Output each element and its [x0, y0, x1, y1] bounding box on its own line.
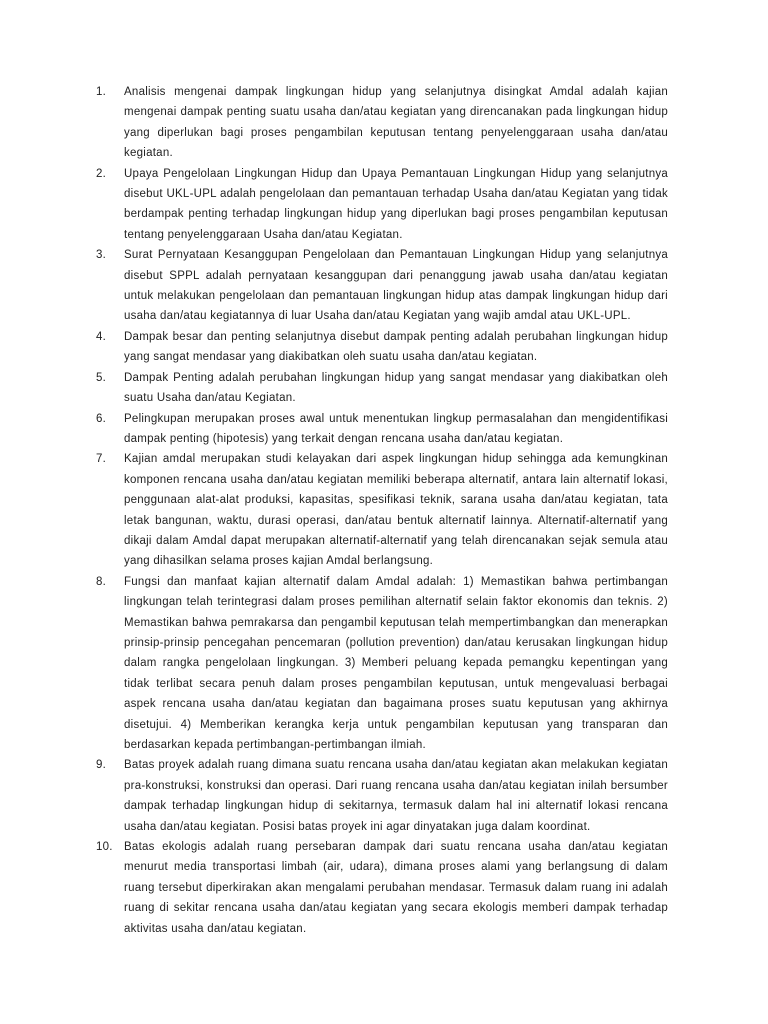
item-number: 3.	[96, 249, 107, 262]
list-item	[96, 327, 668, 368]
list-item	[96, 82, 668, 164]
item-text: Dampak besar dan penting selanjutnya disebut dampak penting adalah perubahan lingkungan hidup yang sangat mendasar yang diakibatkan oleh suatu usaha dan/atau kegiatan.	[124, 330, 668, 364]
item-number: 6.	[96, 412, 107, 425]
list-item	[96, 368, 668, 409]
item-text: Batas ekologis adalah ruang persebaran dampak dari suatu rencana usaha dan/atau kegiatan menurut media transportasi limbah (air, udara), dimana proses alami yang berlangsung di dalam ruang tersebut diperkirakan akan mengalami perubahan mendasar. Termasuk dalam ruang ini adalah ruang di sekitar rencana usaha dan/atau kegiatan yang secara ekologis memberi dampak terhadap aktivitas usaha dan/atau kegiatan.	[124, 841, 668, 935]
list-item	[96, 837, 668, 939]
document-page	[96, 82, 668, 939]
item-number: 5.	[96, 371, 107, 384]
list-item	[96, 572, 668, 756]
list-item	[96, 449, 668, 571]
item-number: 2.	[96, 167, 107, 180]
item-text: Fungsi dan manfaat kajian alternatif dalam Amdal adalah: 1) Memastikan bahwa pertimbangan lingkungan telah terintegrasi dalam proses pemilihan alternatif selain faktor ekonomis dan teknis. 2) Memastikan bahwa pemrakarsa dan pengambil keputusan telah mempertimbangkan dan menerapkan prinsip-prinsip pencegahan pencemaran (pollution prevention) dan/atau kerusakan lingkungan hidup dalam rangka pengelolaan lingkungan. 3) Memberi peluang kepada pemangku kepentingan yang tidak terlibat secara penuh dalam proses pengambilan keputusan, untuk mengevaluasi berbagai aspek rencana usaha dan/atau kegiatan dan bagaimana proses suatu keputusan yang akhirnya disetujui. 4) Memberikan kerangka kerja untuk pengambilan keputusan yang transparan dan berdasarkan kepada pertimbangan-pertimbangan ilmiah.	[124, 575, 668, 751]
item-text: Analisis mengenai dampak lingkungan hidup yang selanjutnya disingkat Amdal adalah kajian mengenai dampak penting suatu usaha dan/atau kegiatan yang direncanakan pada lingkungan hidup yang diperlukan bagi proses pengambilan keputusan tentang penyelenggaraan usaha dan/atau kegiatan.	[124, 86, 668, 160]
item-number: 8.	[96, 575, 107, 588]
item-text: Surat Pernyataan Kesanggupan Pengelolaan dan Pemantauan Lingkungan Hidup yang selanjutnya disebut SPPL adalah pernyataan kesanggupan dari penanggung jawab usaha dan/atau kegiatan untuk melakukan pengelolaan dan pemantauan lingkungan hidup atas dampak lingkungan hidup dari usaha dan/atau kegiatannya di luar Usaha dan/atau Kegiatan yang wajib amdal atau UKL-UPL.	[124, 249, 668, 323]
numbered-list	[96, 82, 668, 939]
item-text: Upaya Pengelolaan Lingkungan Hidup dan Upaya Pemantauan Lingkungan Hidup yang selanjutnya disebut UKL-UPL adalah pengelolaan dan pemantauan terhadap Usaha dan/atau Kegiatan yang tidak berdampak penting terhadap lingkungan hidup yang diperlukan bagi proses pengambilan keputusan tentang penyelenggaraan Usaha dan/atau Kegiatan.	[124, 167, 668, 241]
item-number: 7.	[96, 453, 107, 466]
item-number: 4.	[96, 330, 107, 343]
item-number: 10.	[96, 841, 113, 854]
list-item	[96, 164, 668, 246]
item-text: Batas proyek adalah ruang dimana suatu rencana usaha dan/atau kegiatan akan melakukan kegiatan pra-konstruksi, konstruksi dan operasi. Dari ruang rencana usaha dan/atau kegiatan inilah bersumber dampak terhadap lingkungan hidup di sekitarnya, termasuk dalam hal ini alternatif lokasi rencana usaha dan/atau kegiatan. Posisi batas proyek ini agar dinyatakan juga dalam koordinat.	[124, 759, 668, 833]
list-item	[96, 755, 668, 837]
item-number: 9.	[96, 759, 107, 772]
item-text: Pelingkupan merupakan proses awal untuk menentukan lingkup permasalahan dan mengidentifikasi dampak penting (hipotesis) yang terkait dengan rencana usaha dan/atau kegiatan.	[124, 412, 668, 445]
item-text: Dampak Penting adalah perubahan lingkungan hidup yang sangat mendasar yang diakibatkan oleh suatu Usaha dan/atau Kegiatan.	[124, 371, 668, 405]
item-number: 1.	[96, 86, 107, 98]
list-item	[96, 409, 668, 450]
list-item	[96, 245, 668, 327]
item-text: Kajian amdal merupakan studi kelayakan dari aspek lingkungan hidup sehingga ada kemungkinan komponen rencana usaha dan/atau kegiatan memiliki beberapa alternatif, antara lain alternatif lokasi, penggunaan alat-alat produksi, kapasitas, spesifikasi teknik, sarana usaha dan/atau kegiatan, tata letak bangunan, waktu, durasi operasi, dan/atau bentuk alternatif lainnya. Alternatif-alternatif yang dikaji dalam Amdal dapat merupakan alternatif-alternatif yang telah direncanakan sejak semula atau yang dihasilkan selama proses kajian Amdal berlangsung.	[124, 453, 668, 568]
